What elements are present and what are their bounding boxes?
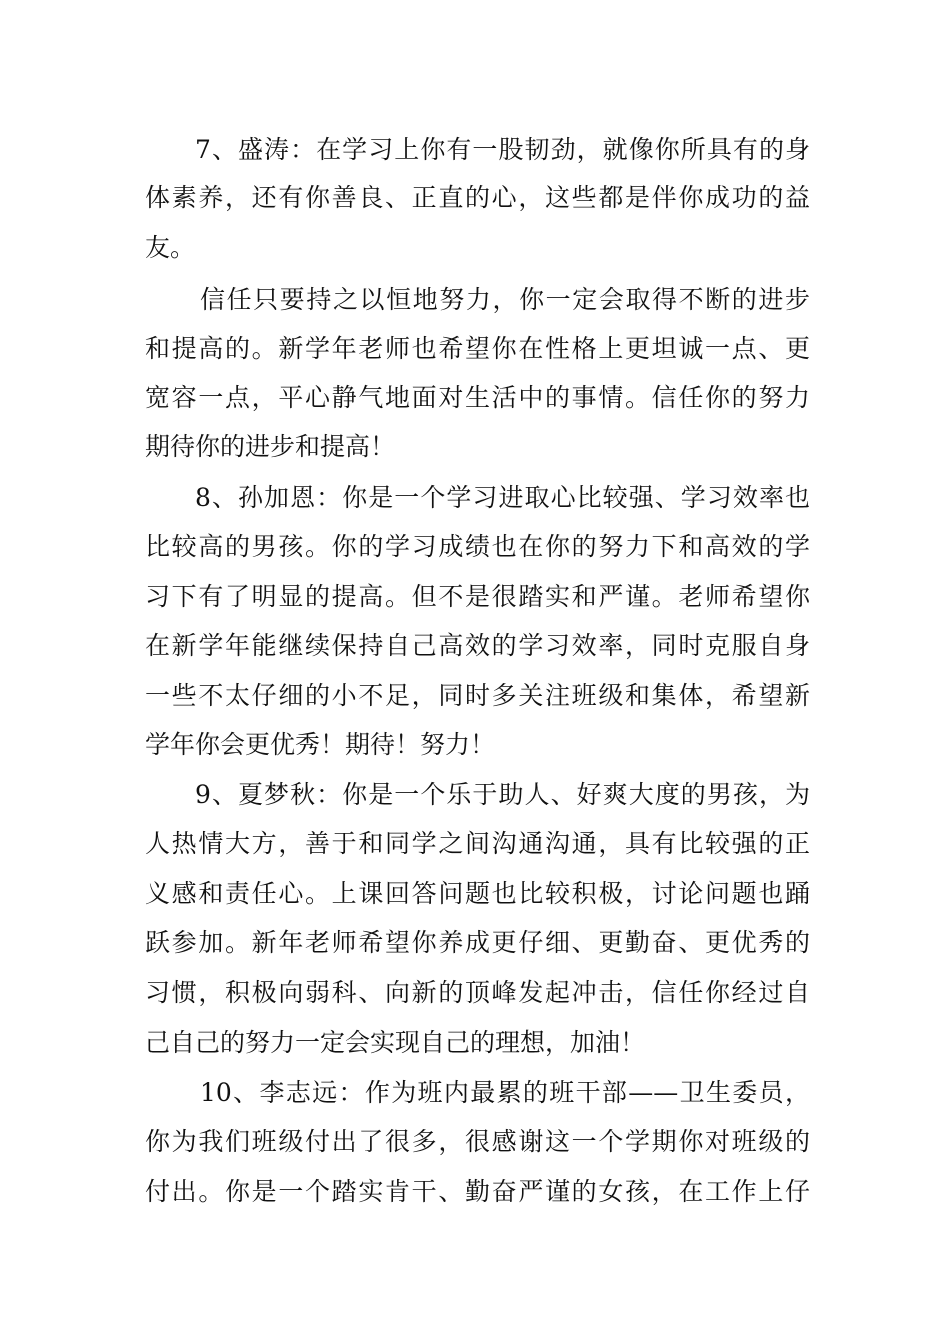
paragraph-9-line-5: 习惯，积极向弱科、向新的顶峰发起冲击，信任你经过自 <box>145 978 810 1007</box>
paragraph-trust-line-3: 宽容一点，平心静气地面对生活中的事情。信任你的努力 <box>145 383 810 412</box>
paragraph-9-line-4: 跃参加。新年老师希望你养成更仔细、更勤奋、更优秀的 <box>145 928 810 957</box>
paragraph-9-line-3: 义感和责任心。上课回答问题也比较积极，讨论问题也踊 <box>145 879 810 908</box>
paragraph-10-line-2: 你为我们班级付出了很多，很感谢这一个学期你对班级的 <box>145 1127 810 1156</box>
paragraph-8-line-5: 一些不太仔细的小不足，同时多关注班级和集体，希望新 <box>145 681 810 710</box>
paragraph-7-line-3: 友。 <box>145 233 196 262</box>
paragraph-9-line-2: 人热情大方，善于和同学之间沟通沟通，具有比较强的正 <box>145 829 810 858</box>
paragraph-8-line-1: 8、孙加恩：你是一个学习进取心比较强、学习效率也 <box>195 483 810 512</box>
paragraph-9-line-1: 9、夏梦秋：你是一个乐于助人、好爽大度的男孩，为 <box>195 780 810 809</box>
paragraph-8-line-2: 比较高的男孩。你的学习成绩也在你的努力下和高效的学 <box>145 532 810 561</box>
paragraph-8-line-6: 学年你会更优秀！期待！努力！ <box>145 730 496 759</box>
paragraph-9-line-6: 己自己的努力一定会实现自己的理想，加油！ <box>145 1028 646 1057</box>
paragraph-trust-line-2: 和提高的。新学年老师也希望你在性格上更坦诚一点、更 <box>145 334 810 363</box>
paragraph-8-line-3: 习下有了明显的提高。但不是很踏实和严谨。老师希望你 <box>145 582 810 611</box>
paragraph-10-line-1: 10、李志远：作为班内最累的班干部——卫生委员， <box>200 1078 810 1107</box>
paragraph-trust-line-4: 期待你的进步和提高！ <box>145 432 396 461</box>
paragraph-7-line-2: 体素养，还有你善良、正直的心，这些都是伴你成功的益 <box>145 183 810 212</box>
paragraph-trust-line-1: 信任只要持之以恒地努力，你一定会取得不断的进步 <box>200 285 810 314</box>
paragraph-10-line-3: 付出。你是一个踏实肯干、勤奋严谨的女孩，在工作上仔 <box>145 1177 810 1206</box>
paragraph-7-line-1: 7、盛涛：在学习上你有一股韧劲，就像你所具有的身 <box>195 135 810 164</box>
paragraph-8-line-4: 在新学年能继续保持自己高效的学习效率，同时克服自身 <box>145 631 810 660</box>
